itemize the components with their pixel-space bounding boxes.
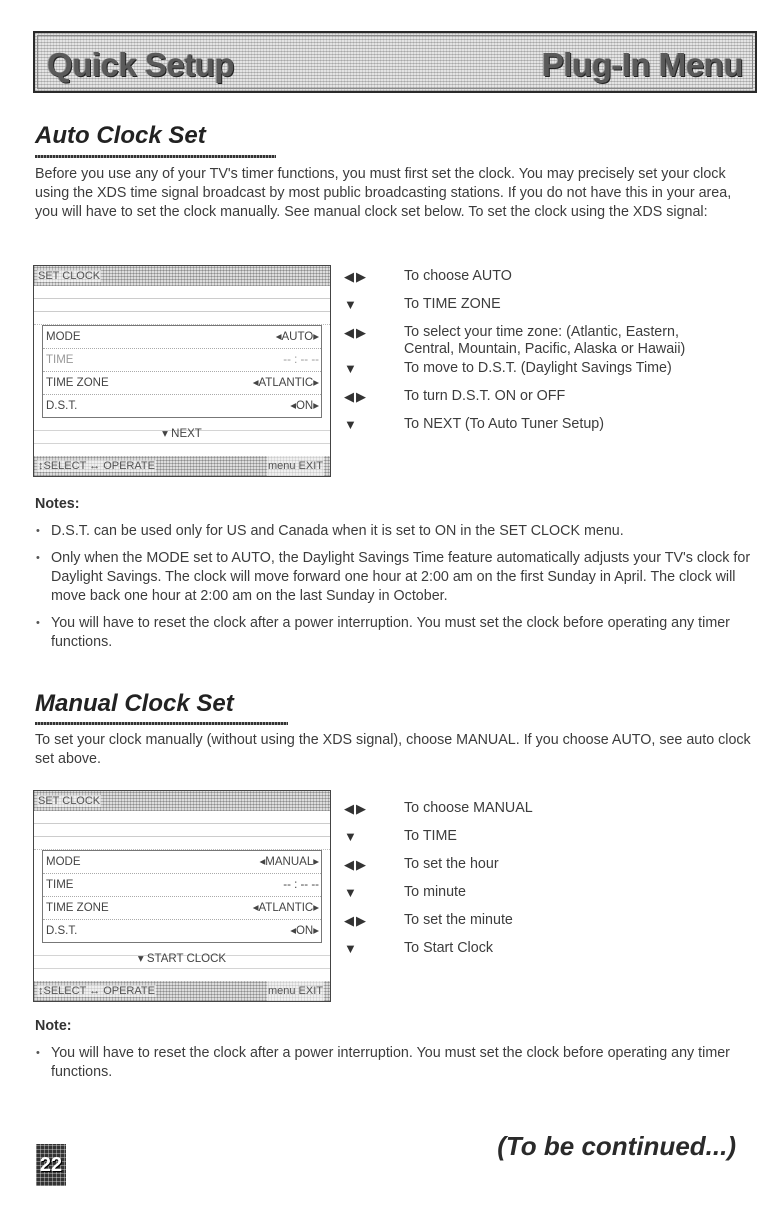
osd-row-dst: D.S.T. ◂ON▸ (46, 400, 319, 412)
manual-intro: To set your clock manually (without using the XDS signal), choose MANUAL. If you choose AUTO, see auto clock set above. (35, 732, 751, 767)
banner-title-right: Plug-In Menu (541, 46, 743, 83)
left-right-arrows-icon: ◀▶ (344, 389, 368, 404)
step-row: ◀▶ To choose AUTO (344, 268, 512, 284)
step-row: ◀▶ To turn D.S.T. ON or OFF (344, 388, 566, 404)
to-be-continued: (To be continued...) (497, 1131, 736, 1161)
manual-clock-heading: Manual Clock Set (35, 690, 234, 717)
manual-steps (344, 800, 764, 957)
osd-footer-select: ↕SELECT ↔ OPERATE (38, 985, 155, 997)
osd-footer-exit: menu EXIT (267, 456, 324, 476)
auto-notes-list (35, 522, 755, 660)
page-number: 22 (36, 1144, 66, 1186)
step-row: ◀▶ To set the hour (344, 856, 499, 872)
osd-footer (34, 456, 330, 476)
osd-footer-exit: menu EXIT (267, 981, 324, 1001)
down-arrow-icon: ▼ (344, 941, 359, 956)
step-row: ▼ To move to D.S.T. (Daylight Savings Time) (344, 360, 672, 376)
down-arrow-icon: ▼ (344, 297, 359, 312)
down-arrow-icon: ▼ (344, 885, 359, 900)
step-row: ▼ To TIME (344, 828, 457, 844)
osd-header: SET CLOCK (34, 791, 330, 811)
osd-row-time-zone: TIME ZONE ◂ATLANTIC▸ (43, 372, 321, 395)
osd-next: ▾ NEXT (34, 418, 330, 456)
auto-heading-rule (35, 155, 276, 158)
down-arrow-icon: ▼ (344, 361, 359, 376)
banner-title-left: Quick Setup (47, 46, 235, 83)
osd-header: SET CLOCK (34, 266, 330, 286)
auto-clock-heading: Auto Clock Set (35, 122, 206, 149)
auto-set-clock-menu (33, 265, 331, 477)
step-row: ▼ To minute (344, 884, 466, 900)
auto-steps (344, 268, 764, 433)
left-right-arrows-icon: ◀▶ (344, 801, 368, 816)
down-arrow-icon: ▼ (344, 829, 359, 844)
osd-footer-select: ↕SELECT ↔ OPERATE (38, 460, 155, 472)
note-item: • D.S.T. can be used only for US and Canada when it is set to ON in the SET CLOCK menu. (35, 522, 755, 541)
step-row: ◀▶ To select your time zone: (Atlantic, Eastern, Central, Mountain, Pacific, Alaska or Hawaii) (344, 324, 686, 357)
osd-row-time-zone: TIME ZONE ◂ATLANTIC▸ (43, 897, 321, 920)
osd-row-mode: MODE ◂MANUAL▸ (43, 851, 321, 874)
step-row: ▼ To NEXT (To Auto Tuner Setup) (344, 416, 604, 432)
step-row: ▼ To Start Clock (344, 940, 493, 956)
step-row: ◀▶ To set the minute (344, 912, 513, 928)
step-row: ◀▶ To choose MANUAL (344, 800, 533, 816)
osd-row-time: TIME -- : -- -- (43, 874, 321, 897)
note-item: • You will have to reset the clock after a power interruption. You must set the clock before operating any timer functions. (35, 614, 755, 652)
osd-row-mode: MODE ◂AUTO▸ (43, 326, 321, 349)
left-right-arrows-icon: ◀▶ (344, 269, 368, 284)
note-item: • You will have to reset the clock after a power interruption. You must set the clock before operating any timer functions. (35, 1044, 755, 1082)
osd-start-clock: ▾ START CLOCK (34, 943, 330, 981)
auto-notes-heading: Notes: (35, 496, 80, 512)
osd-footer (34, 981, 330, 1001)
note-item: • Only when the MODE set to AUTO, the Daylight Savings Time feature automatically adjusts your TV's clock for Daylight Savings. The clock will move forward one hour at 2:00 am on the first Sunday in April. The clock will move back one hour at 2:00 am on the last Sunday in October. (35, 549, 755, 606)
manual-heading-rule (35, 722, 288, 725)
down-arrow-icon: ▼ (344, 417, 359, 432)
left-right-arrows-icon: ◀▶ (344, 913, 368, 928)
header-banner (33, 31, 757, 93)
osd-rows (42, 325, 322, 418)
auto-intro: Before you use any of your TV's timer functions, you must first set the clock. You may precisely set your clock using the XDS time signal broadcast by most public broadcasting stations. If you do not have this in your area, you will have to set the clock manually. See manual clock set below. To set the clock using the XDS signal: (35, 166, 732, 220)
step-row: ▼ To TIME ZONE (344, 296, 501, 312)
manual-notes-heading: Note: (35, 1018, 72, 1034)
osd-row-time: TIME -- : -- -- (43, 349, 321, 372)
osd-rows (42, 850, 322, 943)
left-right-arrows-icon: ◀▶ (344, 325, 368, 340)
osd-spacer (34, 286, 330, 325)
manual-set-clock-menu (33, 790, 331, 1002)
manual-notes-list (35, 1044, 755, 1090)
osd-row-dst: D.S.T. ◂ON▸ (46, 925, 319, 937)
osd-spacer (34, 811, 330, 850)
left-right-arrows-icon: ◀▶ (344, 857, 368, 872)
